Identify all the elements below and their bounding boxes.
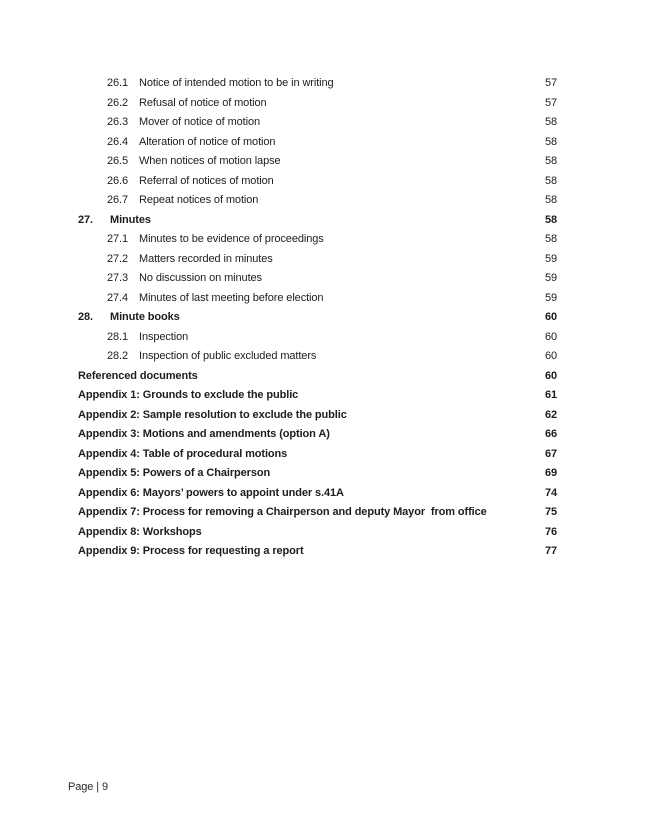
toc-entry-label: Inspection of public excluded matters [139,350,317,362]
toc-entry-label: Appendix 5: Powers of a Chairperson [78,467,271,479]
toc-entry-label: Appendix 4: Table of procedural motions [78,447,288,460]
toc-entry-label: No discussion on minutes [139,272,262,284]
toc-entry-page: 59 [544,291,557,304]
toc-entry-number: 26.6 [107,174,129,187]
toc-entry-label: Inspection [139,330,189,343]
toc-entry-number: 26.3 [107,116,129,128]
toc-entry-label: Appendix 1: Grounds to exclude the public [78,389,299,401]
toc-entry-page: 58 [544,174,557,187]
toc-entry[interactable] [0,250,645,270]
toc-entry-label: Minutes to be evidence of proceedings [139,233,324,245]
toc-entry[interactable] [0,113,645,133]
toc-entry-number: 26.1 [107,77,129,89]
toc-entry-label: Minutes of last meeting before election [139,291,324,304]
toc-entry-number: 27.3 [107,272,129,284]
toc-entry-page: 61 [544,389,557,401]
toc-entry[interactable] [0,191,645,211]
toc-entry-page: 58 [544,155,557,167]
page-footer-label: Page | 9 [68,781,108,793]
toc-entry[interactable] [0,211,645,231]
toc-entry[interactable] [0,74,645,94]
toc-entry-label: Appendix 3: Motions and amendments (option A) [78,428,330,440]
toc-entry[interactable] [0,133,645,153]
toc-entry-label: Referenced documents [78,369,198,382]
toc-entry-number: 26.7 [107,194,129,206]
toc-entry-label: Appendix 8: Workshops [78,525,202,538]
toc-entry[interactable] [0,308,645,328]
toc-entry[interactable] [0,464,645,484]
toc-entry-page: 58 [544,213,557,226]
toc-entry[interactable] [0,172,645,192]
toc-entry-page: 60 [544,311,557,323]
toc-entry-page: 67 [544,447,557,460]
toc-entry-label: Referral of notices of motion [139,174,274,187]
toc-entry-page: 57 [544,96,557,109]
toc-entry[interactable] [0,328,645,348]
toc-entry-label: Minutes [110,213,151,226]
table-of-contents [0,74,645,562]
toc-entry[interactable] [0,503,645,523]
toc-entry-number: 26.4 [107,135,129,148]
toc-entry-page: 75 [544,506,557,518]
toc-entry[interactable] [0,94,645,114]
toc-entry-number: 27. [78,213,93,226]
toc-entry-page: 58 [544,194,557,206]
toc-entry[interactable] [0,542,645,562]
toc-entry-page: 62 [544,408,557,421]
toc-entry-number: 28. [78,311,93,323]
toc-entry[interactable] [0,523,645,543]
toc-entry[interactable] [0,425,645,445]
toc-entry-label: Mover of notice of motion [139,116,261,128]
toc-entry-label: Appendix 6: Mayors’ powers to appoint under s.41A [78,486,344,499]
toc-entry-label: Minute books [110,311,180,323]
toc-entry-page: 58 [544,135,557,148]
toc-entry[interactable] [0,269,645,289]
toc-entry[interactable] [0,367,645,387]
toc-entry-page: 58 [544,116,557,128]
toc-entry-number: 27.4 [107,291,129,304]
toc-entry-number: 26.2 [107,96,129,109]
toc-entry-page: 69 [544,467,557,479]
toc-entry-page: 77 [544,545,557,557]
toc-entry-number: 28.2 [107,350,129,362]
toc-entry-label: Alteration of notice of motion [139,135,276,148]
toc-entry-page: 57 [544,77,557,89]
toc-entry-number: 26.5 [107,155,129,167]
toc-entry-number: 27.1 [107,233,129,245]
toc-entry[interactable] [0,347,645,367]
toc-entry-page: 59 [544,252,557,265]
toc-entry-label: Appendix 2: Sample resolution to exclude the public [78,408,347,421]
toc-entry-label: Notice of intended motion to be in writing [139,77,334,89]
page-footer [68,780,108,794]
toc-entry-label: Matters recorded in minutes [139,252,273,265]
toc-entry[interactable] [0,386,645,406]
toc-entry-page: 60 [544,369,557,382]
toc-entry[interactable] [0,289,645,309]
toc-entry[interactable] [0,152,645,172]
toc-entry-page: 60 [544,330,557,343]
toc-entry-label: Appendix 7: Process for removing a Chairperson and deputy Mayor from office [78,506,487,518]
toc-entry-label: When notices of motion lapse [139,155,281,167]
toc-entry-label: Appendix 9: Process for requesting a report [78,545,304,557]
toc-entry-page: 58 [544,233,557,245]
toc-entry[interactable] [0,230,645,250]
toc-entry-page: 66 [544,428,557,440]
toc-entry[interactable] [0,445,645,465]
toc-entry-number: 27.2 [107,252,129,265]
toc-entry[interactable] [0,484,645,504]
toc-entry-label: Repeat notices of motion [139,194,259,206]
toc-entry-number: 28.1 [107,330,129,343]
toc-entry-page: 74 [544,486,557,499]
toc-entry[interactable] [0,406,645,426]
toc-entry-page: 59 [544,272,557,284]
toc-entry-page: 76 [544,525,557,538]
toc-entry-page: 60 [544,350,557,362]
toc-entry-label: Refusal of notice of motion [139,96,267,109]
